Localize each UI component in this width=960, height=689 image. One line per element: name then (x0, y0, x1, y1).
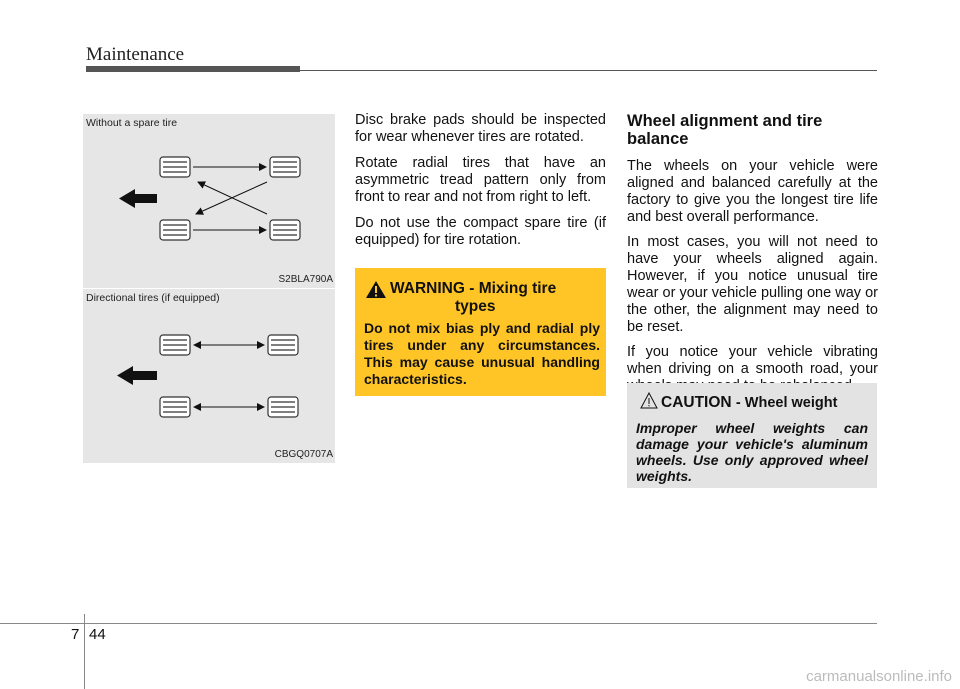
tire-rear-left (160, 220, 190, 240)
caution-triangle-icon (640, 392, 658, 409)
figure-caption: Without a spare tire (86, 117, 178, 129)
tire-front-right (268, 335, 298, 355)
watermark: carmanualsonline.info (806, 668, 952, 685)
footer-rule (0, 623, 877, 624)
figure-code: S2BLA790A (278, 274, 333, 285)
paragraph: Disc brake pads should be inspected for wear whenever tires are rotated. (355, 112, 606, 145)
warning-subject: - Mixing tire (469, 280, 557, 297)
warning-subject-line2: types (455, 298, 496, 315)
direction-arrow-icon (119, 189, 157, 208)
rotation-diagram-x (83, 114, 335, 288)
warning-box (355, 268, 606, 396)
rotation-text (355, 112, 606, 258)
caution-box (627, 383, 877, 488)
warning-triangle-icon (365, 280, 387, 299)
caution-text: Improper wheel weights can damage your vehicle's aluminum wheels. Use only approved wheel weights. (636, 420, 868, 484)
footer-divider (84, 614, 85, 689)
section-heading: Wheel alignment and tire balance (627, 112, 823, 148)
warning-label: WARNING (390, 280, 465, 297)
chapter-number: 7 (71, 626, 80, 643)
figure-code: CBGQ0707A (274, 449, 333, 460)
page-number: 44 (89, 626, 106, 643)
figure-without-spare (83, 114, 335, 288)
paragraph: The wheels on your vehicle were aligned and balanced carefully at the factory to give you the longest tire life and best overall performance. (627, 158, 878, 225)
direction-arrow-icon (117, 366, 157, 385)
tire-front-left (160, 335, 190, 355)
tire-rear-right (270, 220, 300, 240)
alignment-section (627, 112, 878, 403)
warning-heading (390, 280, 556, 298)
paragraph: Rotate radial tires that have an asymmetric tread pattern only from front to rear and not from right to left. (355, 155, 606, 205)
header-bar (86, 66, 300, 72)
tire-front-left (160, 157, 190, 177)
warning-text: Do not mix bias ply and radial ply tires under any circumstances. This may cause unusual handling characteristics. (364, 320, 600, 387)
header-rule (300, 70, 877, 71)
tire-rear-left (160, 397, 190, 417)
paragraph: If you notice your vehicle vibrating when driving on a smooth road, your (627, 344, 878, 377)
caution-heading (661, 394, 837, 412)
figure-directional (83, 288, 335, 463)
tire-rear-right (268, 397, 298, 417)
caution-label: CAUTION (661, 394, 732, 411)
paragraph: In most cases, you will not need to have your wheels aligned again. However, if you notice unusual tire wear or your vehicle pulling one way or the other, the alignment may need to be reset. (627, 234, 878, 335)
tire-front-right (270, 157, 300, 177)
header-title: Maintenance (86, 44, 185, 65)
rotation-diagram-front-rear (83, 289, 335, 463)
figure-caption: Directional tires (if equipped) (86, 292, 220, 304)
caution-subject: - Wheel weight (735, 395, 838, 411)
paragraph: Do not use the compact spare tire (if equipped) for tire rotation. (355, 215, 606, 248)
